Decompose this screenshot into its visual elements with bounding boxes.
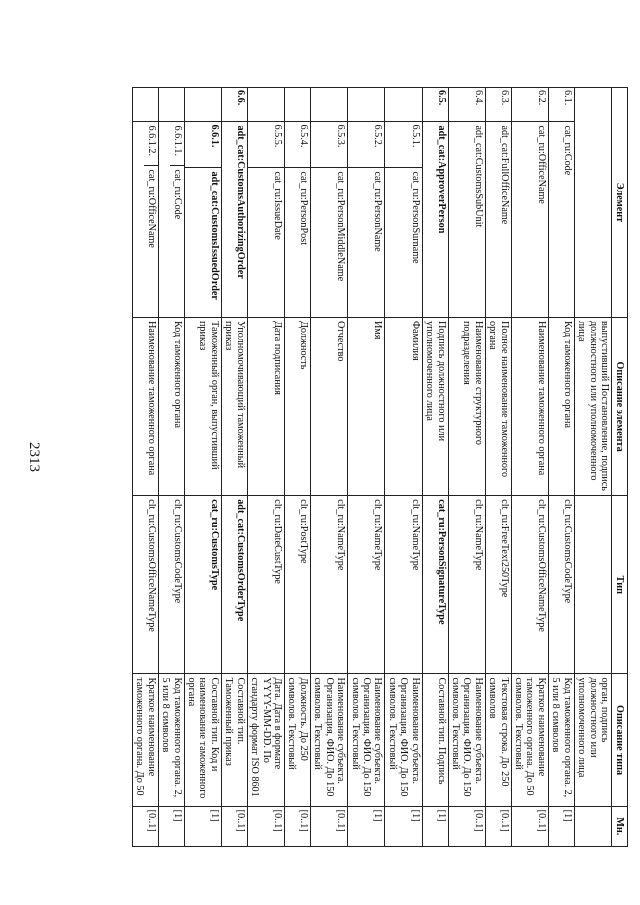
cell-element: cat_ru:Code bbox=[548, 122, 574, 317]
table-row bbox=[511, 88, 548, 847]
cell-element-description: Дата подписания bbox=[247, 317, 284, 495]
cell-element-description: Наименование таможенного органа bbox=[132, 317, 158, 495]
cell-type: cat_ru:PersonSignatureType bbox=[422, 496, 448, 674]
cell-type-description: Краткое наименование таможенного органа. До 50 символов. Текстовый bbox=[511, 674, 548, 806]
cell-element: cat_ru:OfficeName bbox=[511, 122, 548, 317]
cell-type-description: Составной тип. Код и наименование таможенного органа bbox=[184, 674, 221, 806]
cell-type-description: Код таможенного органа. 2, 5 или 8 символов bbox=[548, 674, 574, 806]
cell-element: cat_ru:PersonPost bbox=[285, 168, 311, 318]
header-multiplicity: Мн. bbox=[612, 806, 628, 846]
cell-type: clt_ru:CustomsOfficeNameType bbox=[511, 496, 548, 674]
cell-element-description: Имя bbox=[348, 317, 385, 495]
cell-number: 6.1. bbox=[548, 88, 574, 122]
table-row bbox=[385, 88, 422, 847]
cell-type: clt_ru:CustomsCodeType bbox=[158, 496, 184, 674]
cell-type-description: орган, подпись должностного или уполномоченного лица bbox=[574, 674, 611, 806]
spec-table-container bbox=[88, 87, 628, 847]
cell-element-description: Уполномочивающий таможенный приказ bbox=[221, 317, 247, 495]
cell-type: clt_ru:CustomsCodeType bbox=[548, 496, 574, 674]
table-row bbox=[310, 88, 347, 847]
cell-type: clt_ru:FreeText250Type bbox=[485, 496, 511, 674]
header-type: Тип bbox=[612, 496, 628, 674]
cell-element: cat_ru:IssueDate bbox=[247, 168, 284, 318]
cell-number: 6.5.4. bbox=[285, 122, 311, 168]
cell-multiplicity: [0..1] bbox=[511, 806, 548, 846]
header-element: Элемент bbox=[612, 88, 628, 318]
cell-element-description: Код таможенного органа bbox=[548, 317, 574, 495]
cell-subnumber: 6.6.1.1. bbox=[170, 122, 183, 166]
cell-multiplicity: [1] bbox=[385, 806, 422, 846]
cell-type-description: Наименование субъекта. Организация, ФИО. До 150 символов. Текстовый bbox=[348, 674, 385, 806]
cell-element-description: Полное наименование таможенного органа bbox=[485, 317, 511, 495]
cell-multiplicity: [1] bbox=[184, 806, 221, 846]
table-row bbox=[485, 88, 511, 847]
cell-multiplicity: [0..1] bbox=[485, 806, 511, 846]
cell-element bbox=[158, 122, 184, 317]
table-row bbox=[548, 88, 574, 847]
cell-multiplicity: [1] bbox=[548, 806, 574, 846]
header-element-description: Описание элемента bbox=[612, 317, 628, 495]
cell-type: adt_cat:CustomsOrderType bbox=[221, 496, 247, 674]
cell-indent bbox=[158, 88, 184, 122]
table-row bbox=[221, 88, 247, 847]
cell-type: clt_ru:NameType bbox=[385, 496, 422, 674]
table-row bbox=[422, 88, 448, 847]
cell-multiplicity: [0..1] bbox=[285, 806, 311, 846]
cell-number: 6.5. bbox=[422, 88, 448, 122]
cell-type: clt_ru:DateCustType bbox=[247, 496, 284, 674]
cell-type: cat_ru:CustomsType bbox=[184, 496, 221, 674]
cell-type-description: Текстовая строка. До 250 символов bbox=[485, 674, 511, 806]
cell-multiplicity: [1] bbox=[348, 806, 385, 846]
table-row bbox=[132, 88, 158, 847]
cell-number: 6.4. bbox=[448, 88, 485, 122]
cell-type-description: Составной тип. Подпись bbox=[422, 674, 448, 806]
cell-element: adt_cat:CustomsIssuedOrder bbox=[184, 168, 221, 318]
cell-multiplicity: [0..1] bbox=[310, 806, 347, 846]
cell-indent bbox=[132, 88, 158, 122]
cell-element: adt_cat:FullOfficeName bbox=[485, 122, 511, 317]
cell-indent bbox=[385, 88, 422, 122]
cell-element-description: Наименование таможенного органа bbox=[511, 317, 548, 495]
cell-element-description: Отчество bbox=[310, 317, 347, 495]
cell-type: clt_ru:PostType bbox=[285, 496, 311, 674]
table-row bbox=[448, 88, 485, 847]
cell-element: cat_ru:PersonName bbox=[348, 168, 385, 318]
cell-number: 6.2. bbox=[511, 88, 548, 122]
cell-element: cat_ru:PersonSurname bbox=[385, 168, 422, 318]
cell-indent bbox=[285, 88, 311, 122]
cell-type-description: Дата. Дата в формате YYYY-MM-DD. По стандарту формат ISO 8601 bbox=[247, 674, 284, 806]
cell-type-description: Составной тип. Таможенный приказ bbox=[221, 674, 247, 806]
cell-element-description: выпустивший Постановление, подпись должностного или уполномоченного лица bbox=[574, 317, 611, 495]
table-row bbox=[158, 88, 184, 847]
cell-element-description: Фамилия bbox=[385, 317, 422, 495]
cell-indent bbox=[184, 88, 221, 122]
cell-indent bbox=[348, 88, 385, 122]
cell-element-description: Должность bbox=[285, 317, 311, 495]
table-header-row bbox=[612, 88, 628, 847]
cell-type: clt_ru:NameType bbox=[448, 496, 485, 674]
cell-element-name: cat_ru:Code bbox=[171, 169, 183, 220]
cell-number: 6.5.1. bbox=[385, 122, 422, 168]
cell-element: adt_cat:CustomsSubUnit bbox=[448, 122, 485, 317]
cell-type: clt_ru:NameType bbox=[348, 496, 385, 674]
cell-type-description: Наименование субъекта. Организация, ФИО. До 150 символов. Текстовый bbox=[310, 674, 347, 806]
cell-indent bbox=[310, 88, 347, 122]
cell-element-name: cat_ru:OfficeName bbox=[145, 169, 157, 248]
cell-number: 6.6.1. bbox=[184, 122, 221, 168]
cell-type-description: Должность. До 250 символов. Текстовый bbox=[285, 674, 311, 806]
cell-multiplicity: [0..1] bbox=[247, 806, 284, 846]
cell-type-description: Код таможенного органа. 2, 5 или 8 символов bbox=[158, 674, 184, 806]
table-row bbox=[348, 88, 385, 847]
table-row bbox=[574, 88, 611, 847]
cell-type: clt_ru:NameType bbox=[310, 496, 347, 674]
cell-multiplicity: [0..1] bbox=[448, 806, 485, 846]
table-body bbox=[132, 88, 611, 847]
cell-element: adt_cat:CustomsAuthorizingOrder bbox=[221, 122, 247, 317]
table-row bbox=[184, 88, 221, 847]
cell-multiplicity: [1] bbox=[422, 806, 448, 846]
cell-element: adt_cat:ApproverPerson bbox=[422, 122, 448, 317]
cell-type: clt_ru:CustomsOfficeNameType bbox=[132, 496, 158, 674]
table-row bbox=[285, 88, 311, 847]
cell-element-description: Наименование структурного подразделения bbox=[448, 317, 485, 495]
cell-multiplicity: [1] bbox=[158, 806, 184, 846]
header-type-description: Описание типа bbox=[612, 674, 628, 806]
cell-number: 6.3. bbox=[485, 88, 511, 122]
cell-number: 6.5.2. bbox=[348, 122, 385, 168]
cell-element-description: Таможенный орган, выпустивший приказ bbox=[184, 317, 221, 495]
cell-type-description: Наименование субъекта. Организация, ФИО. До 150 символов. Текстовый bbox=[448, 674, 485, 806]
cell-element-description: Код таможенного органа bbox=[158, 317, 184, 495]
table-row bbox=[247, 88, 284, 847]
cell-subnumber: 6.6.1.2. bbox=[144, 122, 157, 166]
cell-type-description: Наименование субъекта. Организация, ФИО. До 150 символов. Текстовый bbox=[385, 674, 422, 806]
cell-number bbox=[574, 88, 611, 318]
cell-multiplicity bbox=[574, 806, 611, 846]
cell-type-description: Краткое наименование таможенного органа. До 50 bbox=[132, 674, 158, 806]
cell-element-description: Подпись должностного или уполномоченного лица bbox=[422, 317, 448, 495]
cell-number: 6.6. bbox=[221, 88, 247, 122]
cell-element bbox=[132, 122, 158, 317]
cell-element: cat_ru:PersonMiddleName bbox=[310, 168, 347, 318]
page-number: 2313 bbox=[26, 442, 42, 472]
element-spec-table bbox=[132, 87, 628, 847]
cell-type bbox=[574, 496, 611, 674]
cell-number: 6.5.5. bbox=[247, 122, 284, 168]
cell-multiplicity: [0..1] bbox=[221, 806, 247, 846]
cell-number: 6.5.3. bbox=[310, 122, 347, 168]
cell-indent bbox=[247, 88, 284, 122]
cell-multiplicity: [0..1] bbox=[132, 806, 158, 846]
